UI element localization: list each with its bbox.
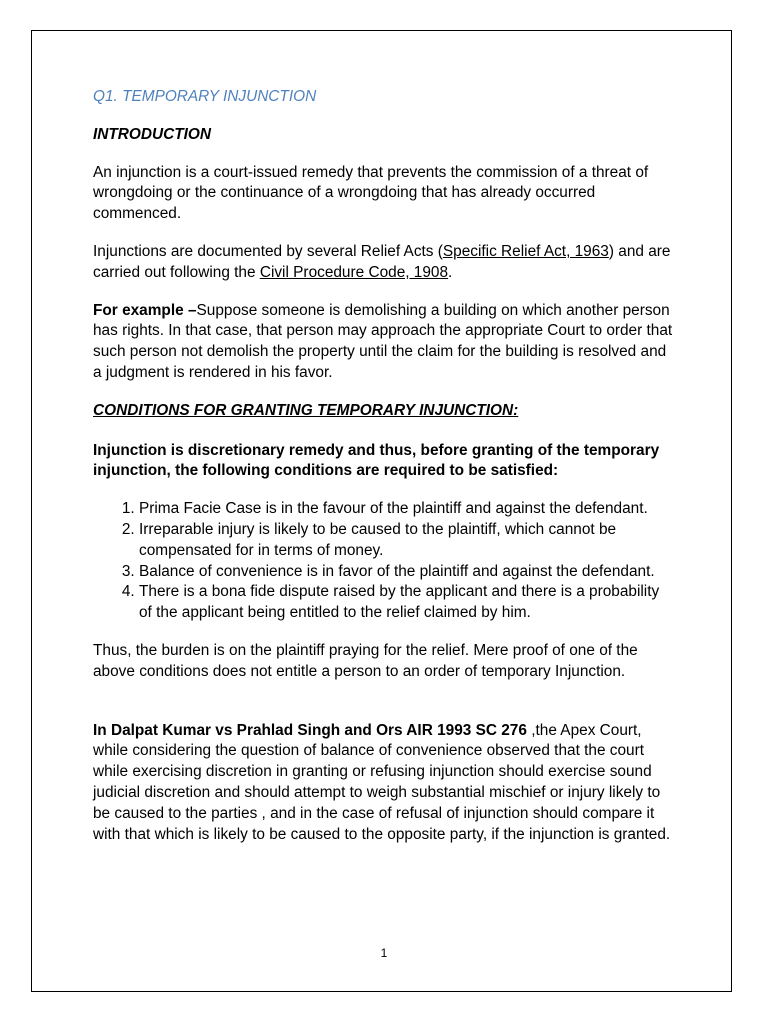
conditions-title: CONDITIONS FOR GRANTING TEMPORARY INJUNCTION: (93, 401, 519, 419)
case-paragraph (93, 721, 673, 846)
acts-text-2: ) and are carried out following the (93, 242, 671, 281)
specific-relief-act-link[interactable]: Specific Relief Act, 1963 (442, 242, 609, 260)
spacer (93, 700, 673, 721)
intro-paragraph: An injunction is a court-issued remedy that prevents the commission of a threat of wrongdoing or the continuance of a wrongdoing that has already occurred commenced. (93, 163, 649, 223)
acts-paragraph (93, 242, 673, 284)
acts-text-3: . (448, 263, 453, 281)
burden-paragraph: Thus, the burden is on the plaintiff praying for the relief. Mere proof of one of the above conditions does not entitle a person to an order of temporary Injunction. (93, 641, 638, 680)
conditions-intro: Injunction is discretionary remedy and thus, before granting of the temporary injunction, the following conditions are required to be satisfied: (93, 441, 660, 480)
case-text: ,the Apex Court, while considering the question of balance of convenience observed that the court while exercising discretion in granting or refusing injunction should exercise sound judicial discretion and should attempt to weigh substantial mischief or injury likely to be caused to the parties , and in the case of refusal of injunction should compare it with that which is likely to be caused to the opposite party, if the injunction is granted. (93, 721, 671, 843)
page-number: 1 (380, 946, 388, 960)
document-content (93, 87, 673, 862)
example-paragraph (93, 301, 673, 384)
example-label: For example – (93, 301, 197, 319)
condition-item: 2. Irreparable injury is likely to be caused to the plaintiff, which cannot be compensated for in terms of money. (139, 520, 673, 562)
civil-procedure-code-link[interactable]: Civil Procedure Code, 1908 (259, 263, 449, 281)
acts-text-1: Injunctions are documented by several Relief Acts ( (93, 242, 443, 260)
example-text: Suppose someone is demolishing a building on which another person has rights. In that case, that person may approach the appropriate Court to order that such person not demolish the property until the claim for the building is resolved and a judgment is rendered in his favor. (93, 301, 673, 381)
case-name: In Dalpat Kumar vs Prahlad Singh and Ors AIR 1993 SC 276 (93, 721, 527, 739)
conditions-list (93, 499, 673, 624)
condition-item: 1. Prima Facie Case is in the favour of the plaintiff and against the defendant. (139, 499, 673, 520)
introduction-title: INTRODUCTION (93, 125, 211, 143)
condition-item: 4. There is a bona fide dispute raised by the applicant and there is a probability of the applicant being entitled to the relief claimed by him. (139, 582, 673, 624)
condition-item: 3. Balance of convenience is in favor of the plaintiff and against the defendant. (139, 562, 673, 583)
question-heading: Q1. TEMPORARY INJUNCTION (93, 88, 317, 105)
